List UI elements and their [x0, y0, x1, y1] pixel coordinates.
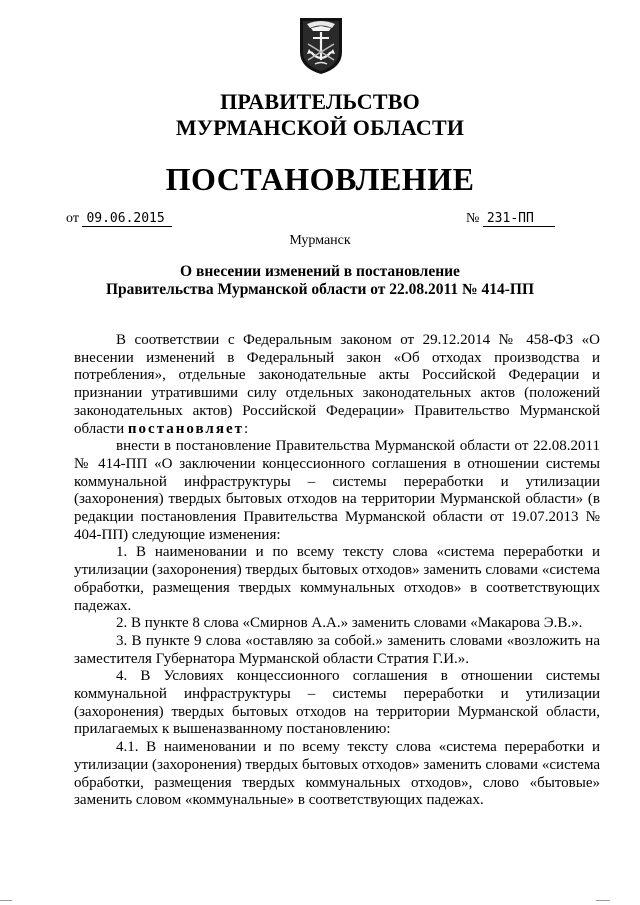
document-body [74, 332, 600, 810]
government-name-line2: МУРМАНСКОЙ ОБЛАСТИ [175, 115, 465, 140]
number-label: № [466, 211, 480, 226]
government-name-line1: ПРАВИТЕЛЬСТВО [220, 89, 420, 114]
item-4-1: 4.1. В наименовании и по всему тексту слова «система переработки и утилизации (захоронения) твердых бытовых отходов» заменить словами «система обработки, размещения твердых коммунальных отходов», слово «бытовые» заменить словом «коммунальные» в соответствующих падежах. [74, 739, 600, 809]
bottom-edge-mark-right [596, 900, 610, 901]
document-date [66, 211, 172, 227]
preamble-end: : [244, 420, 249, 437]
preamble-text: В соответствии с Федеральным законом от 29.12.2014 № 458-ФЗ «О внесении изменений в Федеральный закон «Об отходах производства и потребления», отдельные законодательные акты Российской Федерации и признании утратившими силу отдельных законодательных актов (положений законодательных актов) Российской Федерации» Правительство Мурманской области [74, 332, 600, 437]
preamble-paragraph [74, 332, 600, 438]
item-2: 2. В пункте 8 слова «Смирнов А.А.» заменить словами «Макарова Э.В.». [116, 615, 583, 632]
subject-line1: О внесении изменений в постановление [180, 263, 460, 280]
document-subject [0, 263, 640, 299]
item-4: 4. В Условиях концессионного соглашения в отношении системы коммунальной инфраструктуры – системы переработки и утилизации (захоронения) твердых бытовых отходов на территории Мурманской области, прилагаемых к вышеназванному постановлению: [74, 668, 600, 738]
resolution-paragraph: внести в постановление Правительства Мурманской области от 22.08.2011 № 414-ПП «О заключении концессионного соглашения в отношении системы коммунальной инфраструктуры – системы переработки и утилизации (захоронения) твердых бытовых отходов на территории Мурманской области» (в редакции постановления Правительства Мурманской области от 19.07.2013 № 404-ПП) следующие изменения: [74, 438, 600, 543]
document-title: ПОСТАНОВЛЕНИЕ [165, 161, 475, 197]
date-label: от [66, 211, 79, 226]
document-number [466, 211, 555, 227]
item-3: 3. В пункте 9 слова «оставляю за собой.» заменить словами «возложить на заместителя Губернатора Мурманской области Стратия Г.И.». [74, 632, 600, 667]
resolves-keyword: постановляет [127, 420, 244, 437]
coat-of-arms-icon [297, 14, 345, 76]
date-value: 09.06.2015 [82, 211, 172, 227]
subject-line2: Правительства Мурманской области от 22.08.2011 № 414-ПП [105, 281, 535, 298]
bottom-edge-mark-left [0, 900, 12, 901]
item-1: 1. В наименовании и по всему тексту слова «система переработки и утилизации (захоронения) твердых бытовых отходов» заменить словами «система обработки, размещения твердых коммунальных отходов» в соответствующих падежах. [74, 544, 600, 614]
city: Мурманск [289, 233, 351, 248]
number-value: 231-ПП [483, 211, 555, 227]
